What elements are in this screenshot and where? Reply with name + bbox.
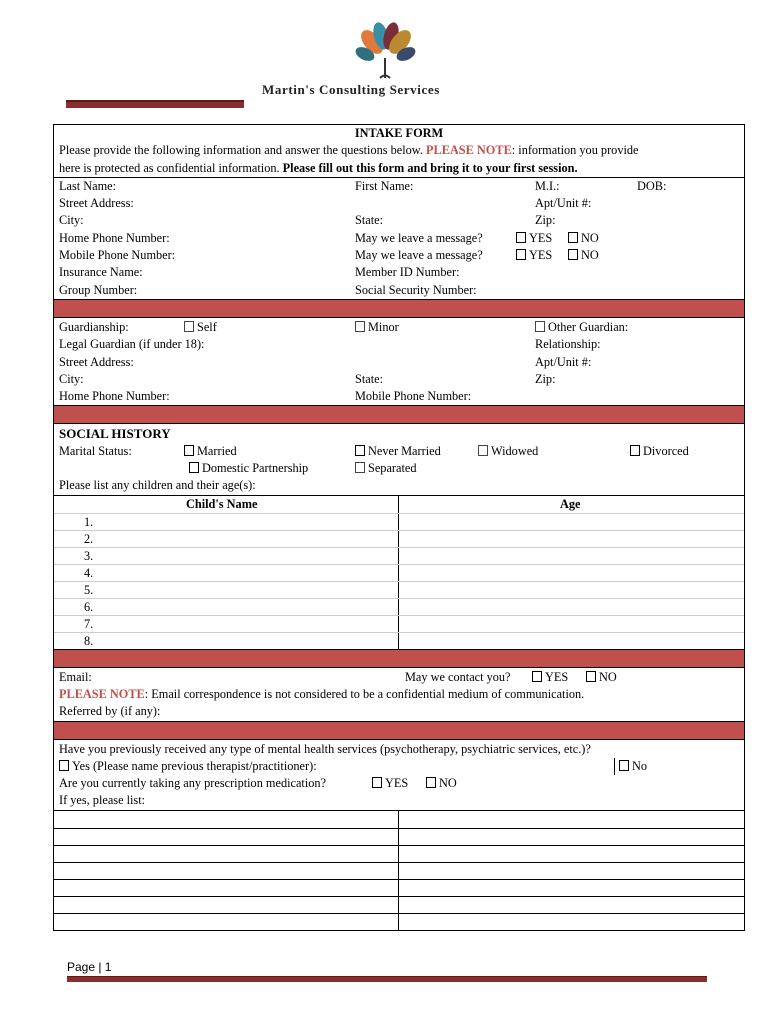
member-id-field[interactable]: Member ID Number:	[355, 265, 460, 280]
email-field[interactable]: Email:	[59, 669, 92, 684]
child-number: 2.	[84, 531, 94, 546]
widowed-checkbox[interactable]: Widowed	[478, 443, 538, 460]
child-row[interactable]	[54, 632, 744, 649]
prev-no-checkbox[interactable]: No	[614, 758, 647, 775]
legal-guardian-field[interactable]: Legal Guardian (if under 18):	[59, 337, 205, 352]
intro-text-2: here is protected as confidential information. Please fill out this form and bring it to your first session.	[59, 160, 578, 175]
referred-field[interactable]: Referred by (if any):	[59, 704, 161, 719]
guardian-street-field[interactable]: Street Address:	[59, 354, 134, 369]
medication-line[interactable]	[54, 862, 744, 863]
header-divider	[66, 100, 244, 108]
leave-msg-label-2: May we leave a message?	[355, 248, 483, 263]
child-row[interactable]	[54, 581, 744, 598]
footer-divider	[67, 976, 707, 982]
dob-field[interactable]: DOB:	[637, 178, 667, 193]
guardian-mobile-phone-field[interactable]: Mobile Phone Number:	[355, 389, 472, 404]
zip-field[interactable]: Zip:	[535, 213, 556, 228]
medication-line[interactable]	[54, 845, 744, 846]
child-row[interactable]	[54, 615, 744, 632]
never-married-checkbox[interactable]: Never Married	[355, 443, 441, 460]
guardian-state-field[interactable]: State:	[355, 371, 384, 386]
child-number: 4.	[84, 565, 94, 580]
relationship-field[interactable]: Relationship:	[535, 337, 601, 352]
age-header: Age	[560, 496, 581, 511]
mobile-phone-field[interactable]: Mobile Phone Number:	[59, 248, 176, 263]
state-field[interactable]: State:	[355, 213, 384, 228]
self-checkbox[interactable]: Self	[184, 319, 217, 336]
leave-msg-no-checkbox[interactable]: NO	[568, 230, 599, 247]
marital-label: Marital Status:	[59, 443, 132, 458]
child-row[interactable]	[54, 513, 744, 530]
email-note: PLEASE NOTE: Email correspondence is not considered to be a confidential medium of communication.	[59, 686, 585, 701]
child-number: 1.	[84, 514, 94, 529]
contact-no-checkbox[interactable]: NO	[586, 669, 617, 686]
child-row[interactable]	[54, 530, 744, 547]
guardian-apt-field[interactable]: Apt/Unit #:	[535, 354, 592, 369]
section-divider-4	[54, 721, 744, 740]
medication-line[interactable]	[54, 879, 744, 880]
medication-table	[54, 810, 744, 930]
first-name-field[interactable]: First Name:	[355, 178, 414, 193]
contact-yes-checkbox[interactable]: YES	[532, 669, 568, 686]
children-table	[54, 495, 744, 649]
other-guardian-checkbox[interactable]: Other Guardian:	[535, 319, 628, 336]
medication-question: Are you currently taking any prescription medication?	[59, 776, 327, 791]
mobile-msg-yes-checkbox[interactable]: YES	[516, 247, 552, 264]
separated-checkbox[interactable]: Separated	[355, 460, 416, 477]
company-logo	[350, 18, 420, 88]
guardianship-label: Guardianship:	[59, 319, 129, 334]
medication-line[interactable]	[54, 896, 744, 897]
mobile-msg-no-checkbox[interactable]: NO	[568, 247, 599, 264]
section-divider	[54, 299, 744, 318]
intake-form	[53, 124, 745, 931]
minor-checkbox[interactable]: Minor	[355, 319, 399, 336]
leave-msg-label: May we leave a message?	[355, 230, 483, 245]
guardian-zip-field[interactable]: Zip:	[535, 371, 556, 386]
child-number: 3.	[84, 548, 94, 563]
child-name-header: Child's Name	[186, 496, 258, 511]
domestic-checkbox[interactable]: Domestic Partnership	[189, 460, 308, 477]
child-number: 7.	[84, 616, 94, 631]
social-history-heading: SOCIAL HISTORY	[59, 426, 171, 442]
company-name: Martin's Consulting Services	[262, 82, 440, 97]
mental-health-question: Have you previously received any type of mental health services (psychotherapy, psychiatric services, etc.)?	[59, 741, 591, 756]
child-number: 6.	[84, 599, 94, 614]
intro-text: Please provide the following information and answer the questions below. PLEASE NOTE: information you provide	[59, 143, 639, 158]
medication-line[interactable]	[54, 828, 744, 829]
child-row[interactable]	[54, 564, 744, 581]
last-name-field[interactable]: Last Name:	[59, 178, 117, 193]
ssn-field[interactable]: Social Security Number:	[355, 282, 477, 297]
leave-msg-yes-checkbox[interactable]: YES	[516, 230, 552, 247]
home-phone-field[interactable]: Home Phone Number:	[59, 230, 170, 245]
mi-field[interactable]: M.I.:	[535, 178, 560, 193]
divorced-checkbox[interactable]: Divorced	[630, 443, 689, 460]
section-divider-3	[54, 649, 744, 668]
city-field[interactable]: City:	[59, 213, 84, 228]
guardian-city-field[interactable]: City:	[59, 371, 84, 386]
child-row[interactable]	[54, 547, 744, 564]
guardian-home-phone-field[interactable]: Home Phone Number:	[59, 389, 170, 404]
medication-no-checkbox[interactable]: NO	[426, 775, 457, 792]
apt-field[interactable]: Apt/Unit #:	[535, 196, 592, 211]
contact-label: May we contact you?	[405, 669, 511, 684]
child-row[interactable]	[54, 598, 744, 615]
form-title: INTAKE FORM	[354, 126, 444, 140]
child-number: 8.	[84, 633, 94, 648]
children-prompt: Please list any children and their age(s):	[59, 478, 256, 493]
page-number: Page | 1	[67, 960, 112, 974]
prev-yes-checkbox[interactable]: Yes (Please name previous therapist/practitioner):	[59, 758, 317, 775]
medication-yes-checkbox[interactable]: YES	[372, 775, 408, 792]
child-number: 5.	[84, 582, 94, 597]
street-field[interactable]: Street Address:	[59, 196, 134, 211]
insurance-field[interactable]: Insurance Name:	[59, 265, 143, 280]
group-field[interactable]: Group Number:	[59, 282, 138, 297]
section-divider-2	[54, 405, 744, 424]
medication-line[interactable]	[54, 913, 744, 914]
married-checkbox[interactable]: Married	[184, 443, 237, 460]
if-yes-label: If yes, please list:	[59, 793, 146, 808]
